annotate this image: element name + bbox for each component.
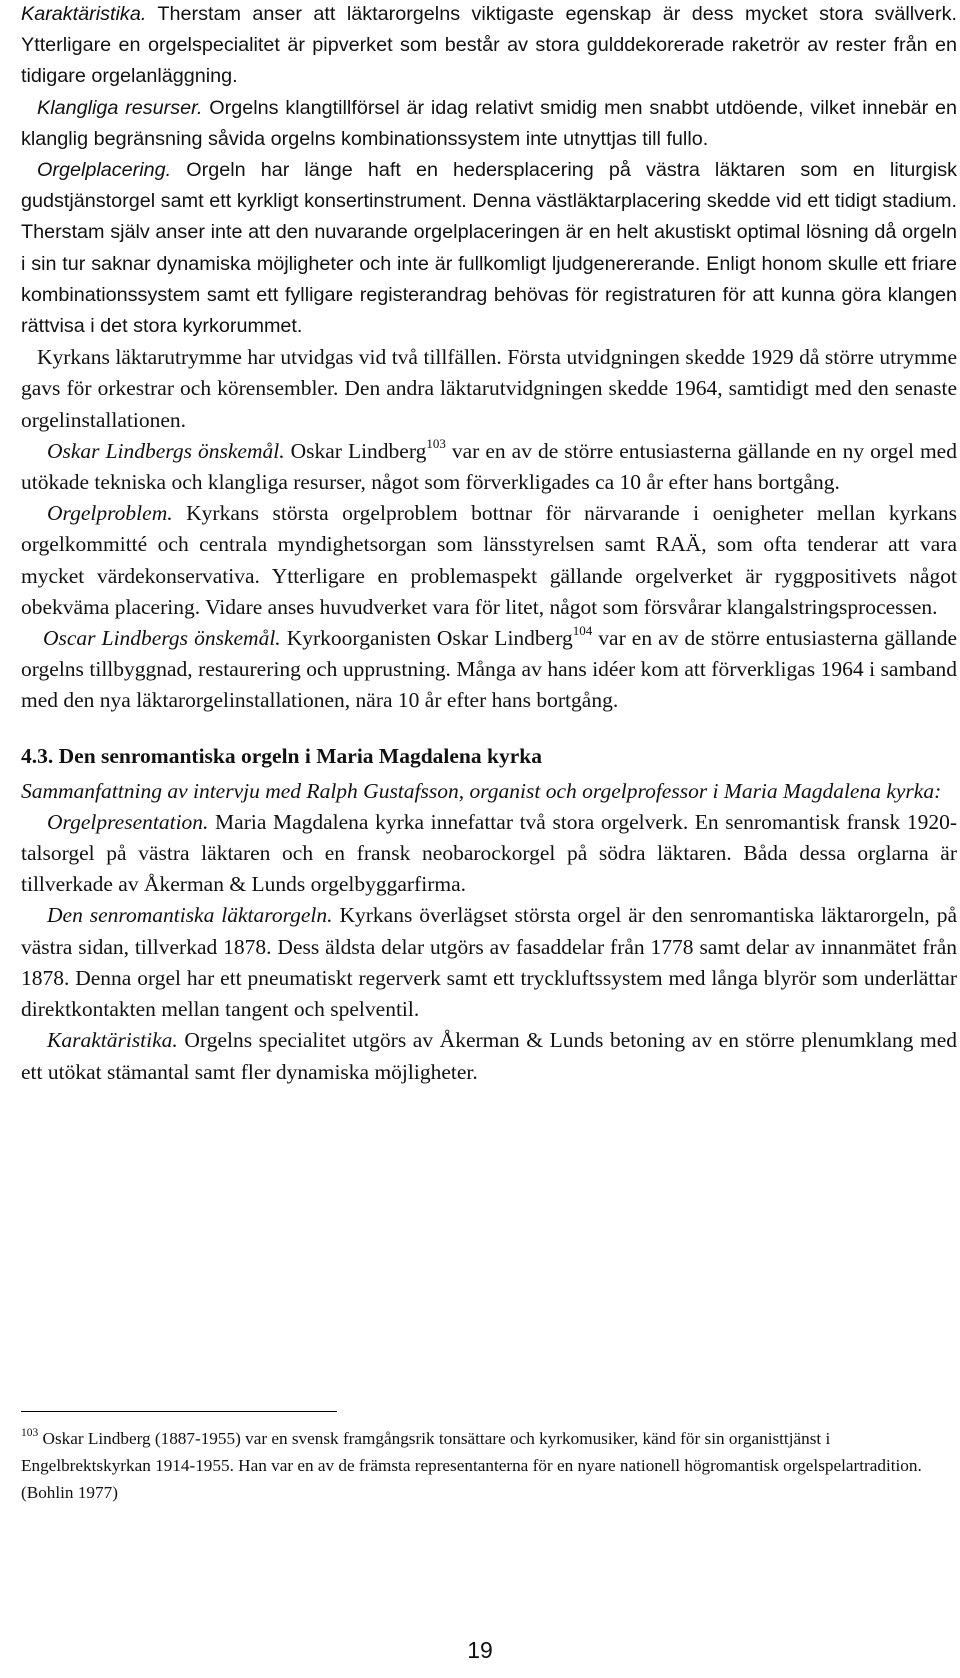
paragraph-text: Orgeln har länge haft en hedersplacering på västra läktaren som en liturgisk gudstjänstorgel samt ett kyrkligt konsertinstrument. Denna västläktarplacering skedde vid ett tidigt stadium. Therstam själv anser inte att den nuvarande orgelplaceringen är en helt akustiskt optimal lösning då orgeln i sin tur saknar dynamiska möjligheter och inte är fullkomligt ljudgenererande. Enligt honom skulle ett friare kombinationssystem samt ett fylligare registerandrag behövas för registraturen för att kunna göra klangen rättvisa i det stora kyrkorummet. — [21, 159, 957, 338]
footnote-ref-103: 103 — [426, 435, 446, 451]
paragraph-laktarutrymme — [21, 342, 957, 436]
section-heading: 4.3. Den senromantiska orgeln i Maria Magdalena kyrka — [21, 743, 542, 768]
paragraph-text: var en av de större entusiasterna gällande en ny orgel med utökade tekniska och klangliga resurser, något som förverkligades ca 10 år efter hans bortgång. — [21, 438, 957, 495]
paragraph-text: Kyrkans överlägset största orgel är den senromantiska läktarorgeln, på västra sidan, tillverkad 1878. Dess äldsta delar utgörs av fasaddelar från 1778 samt delar av innanmätet från 1878. Denna orgel har ett pneumatiskt regerverk samt ett tryckluftssystem med långa blyrör som underlättar direktkontakten mellan tangent och spelventil. — [21, 903, 958, 1022]
paragraph-karaktaristika-2 — [21, 1025, 957, 1087]
paragraph-label: Karaktäristika. — [47, 1028, 178, 1053]
section-subtitle: Sammanfattning av intervju med Ralph Gustafsson, organist och orgelprofessor i Maria Magdalena kyrka: — [21, 778, 942, 803]
document-page — [21, 0, 957, 1088]
paragraph-text: Maria Magdalena kyrka innefattar två stora orgelverk. En senromantisk fransk 1920-talsorgel på västra läktaren och en fransk neobarockorgel på södra läktaren. Båda dessa orglarna är tillverkade av Åkerman & Lunds orgelbyggarfirma. — [21, 809, 957, 897]
paragraph-label: Oskar Lindbergs önskemål. — [47, 438, 285, 463]
footnote-ref-104: 104 — [572, 623, 593, 639]
page-number: 19 — [467, 1637, 493, 1663]
footnote-text: Oskar Lindberg (1887-1955) var en svensk framgångsrik tonsättare och kyrkomusiker, känd för sin organisttjänst i Engelbrektskyrkan 1914-1955. Han var en av de främsta representanterna för en nyare nationell högromantisk orgelspelartradition. (Bohlin 1977) — [21, 1429, 922, 1502]
paragraph-label: Orgelproblem. — [47, 501, 173, 526]
paragraph-orgelplacering — [21, 155, 957, 342]
paragraph-text: var en av de större entusiasterna gällande orgelns tillbyggnad, restaurering och upprustning. Många av hans idéer kom att förverkligas 1964 i samband med den nya läktarorgelinstallationen, nära 10 år efter hans bortgång. — [21, 626, 958, 713]
paragraph-label: Karaktäristika. — [21, 3, 147, 25]
footnote-divider — [21, 1411, 337, 1412]
paragraph-text: Kyrkoorganisten Oskar Lindberg — [280, 626, 573, 651]
paragraph-orgelpresentation — [21, 807, 957, 901]
paragraph-text: Kyrkans läktarutrymme har utvidgas vid två tillfällen. Första utvidgningen skedde 1929 då större utrymme gavs för orkestrar och körensembler. Den andra läktarutvidgningen skedde 1964, samtidigt med den senaste orgelinstallationen. — [21, 345, 957, 432]
paragraph-text: Orgelns specialitet utgörs av Åkerman & Lunds betoning av en större plenumklang med ett utökat stämantal samt fler dynamiska möjligheter. — [21, 1028, 957, 1084]
paragraph-text: Orgelns klangtillförsel är idag relativt smidig men snabbt utdöende, vilket innebär en klanglig begränsning såvida orgelns kombinationssystem inte utnyttjas till fullo. — [21, 96, 957, 150]
paragraph-senromantiska-laktarorgeln — [21, 900, 957, 1025]
footnote-103 — [21, 1425, 949, 1506]
paragraph-label: Klangliga resurser. — [37, 96, 203, 119]
paragraph-label: Orgelpresentation. — [47, 809, 209, 834]
paragraph-label: Orgelplacering. — [37, 159, 172, 182]
paragraph-oscar-lindbergs-onskemal — [21, 623, 957, 717]
paragraph-klangliga-resurser — [21, 93, 957, 155]
paragraph-oskar-lindbergs-onskemal — [21, 436, 957, 498]
paragraph-karaktaristika-1 — [21, 0, 957, 93]
paragraph-label: Den senromantiska läktarorgeln. — [47, 903, 333, 928]
paragraph-orgelproblem — [21, 498, 957, 623]
footnote-number: 103 — [21, 1427, 39, 1439]
paragraph-text: Kyrkans största orgelproblem bottnar för närvarande i oenigheter mellan kyrkans orgelkommitté och centrala myndighetsorgan som länsstyrelsen samt RAÄ, som ofta tenderar att vara mycket värdekonservativa. Ytterligare en problemaspekt gällande orgelverket är ryggpositivets något obekväma placering. Vidare anses huvudverket vara för litet, något som försvårar klangalstringsprocessen. — [21, 501, 957, 619]
paragraph-text: Oskar Lindberg — [284, 438, 427, 463]
paragraph-label: Oscar Lindbergs önskemål. — [43, 626, 281, 651]
paragraph-text: Therstam anser att läktarorgelns viktigaste egenskap är dess mycket stora svällverk. Ytterligare en orgelspecialitet är pipverket som består av stora gulddekorerade raketrör av rester från en tidigare orgelanläggning. — [21, 3, 957, 88]
